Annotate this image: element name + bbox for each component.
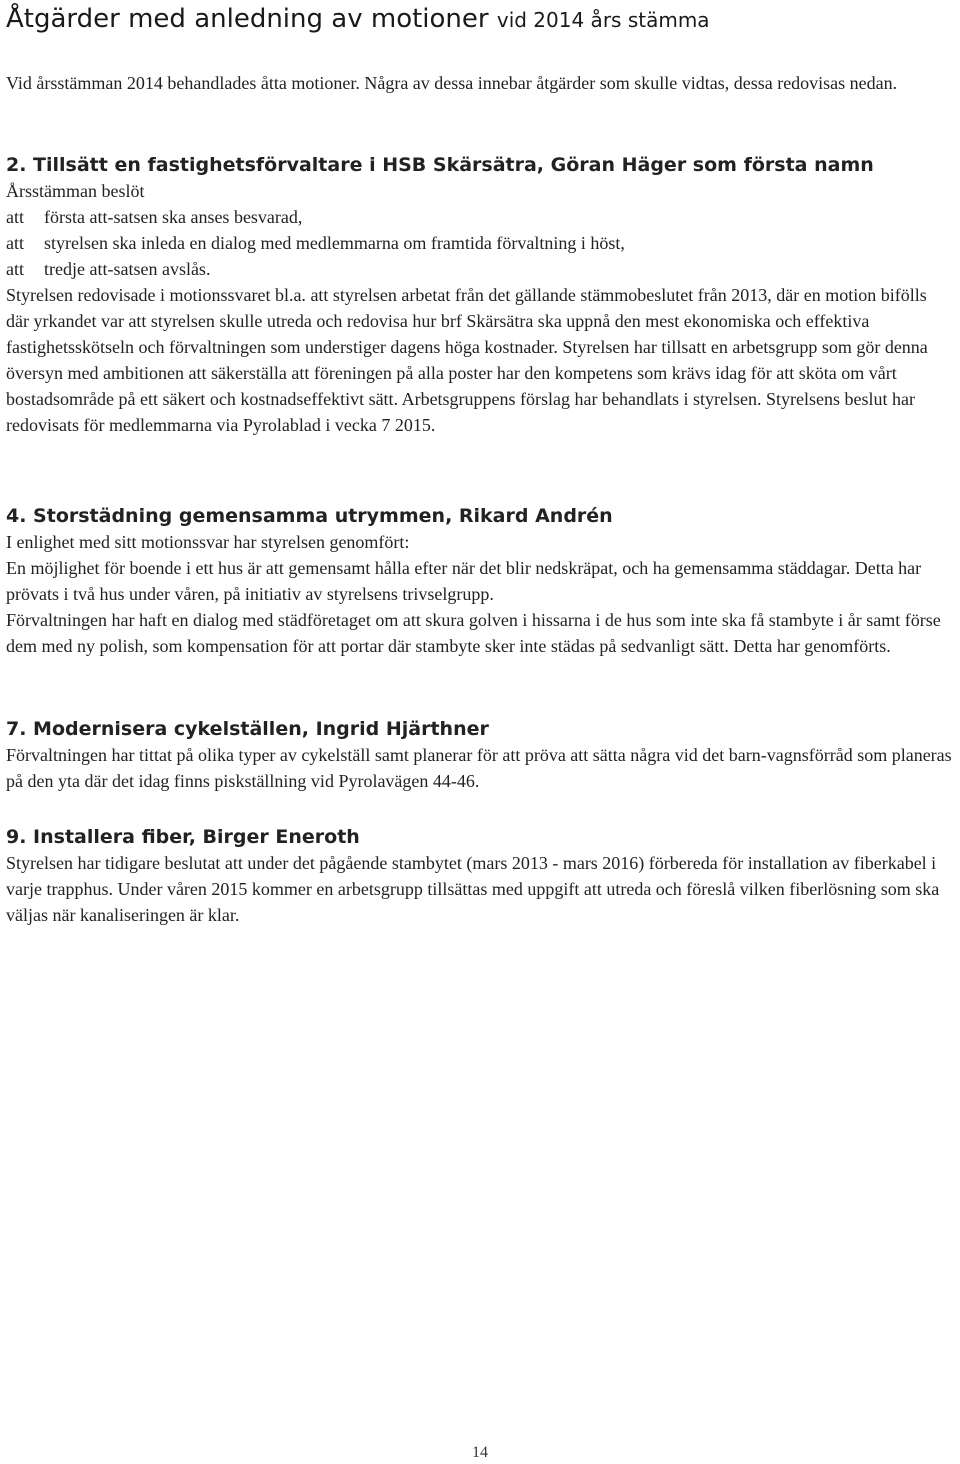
section-4-paragraph-1: En möjlighet för boende i ett hus är att gemensamt hålla efter när det blir nedskräpat, och ha gemensamma städdagar. Detta har prövats i två hus under våren, på initiativ av styrelsens trivselgrupp. — [6, 558, 922, 604]
att-label: att — [6, 233, 24, 253]
section-2-body-text: att styrelsen arbetat från det gällande stämmobeslutet från 2013, där en motion bifölls där yrkandet var att styrelsen skulle utreda och redovisa hur brf Skärsätra ska uppnå den mest ekonomiska och effektiva fastighetsskötseln och förvaltningen som understiger dagens höga kostnader. Styrelsen har tillsatt en arbetsgrupp som gör denna översyn med ambitionen att säkerställa att föreningen på alla poster har den kompetens som krävs idag för att sköta om vårt bostadsområde på ett säkert och kostnadseffektivt sätt. Arbetsgruppens förslag har behandlats i styrelsen. Styrelsens beslut har redovisats för medlemmarna via Pyrolablad i vecka 7 2015. — [6, 285, 928, 435]
section-2-body-lead: Styrelsen redovisade i motionssvaret bl.a. — [6, 285, 306, 305]
section-4 — [6, 503, 954, 659]
page-title-sub: vid 2014 års stämma — [496, 8, 710, 32]
section-4-heading: 4. Storstädning gemensamma utrymmen, Rikard Andrén — [6, 505, 613, 527]
decision-item — [6, 256, 954, 282]
att-label: att — [6, 259, 24, 279]
decision-item — [6, 230, 954, 256]
section-7 — [6, 716, 954, 794]
att-label: att — [6, 207, 24, 227]
decision-intro: Årsstämman beslöt — [6, 181, 145, 201]
page-title-main: Åtgärder med anledning av motioner — [6, 4, 489, 34]
decision-text: tredje att-satsen avslås. — [44, 259, 211, 279]
decision-text: första att-satsen ska anses besvarad, — [44, 207, 303, 227]
section-4-lead: I enlighet med sitt motionssvar har styrelsen genomfört: — [6, 532, 410, 552]
section-2-heading: 2. Tillsätt en fastighetsförvaltare i HSB Skärsätra, Göran Häger som första namn — [6, 154, 874, 176]
section-7-heading: 7. Modernisera cykelställen, Ingrid Hjärthner — [6, 718, 489, 740]
section-2-body — [6, 282, 954, 438]
decision-item — [6, 204, 954, 230]
section-9 — [6, 824, 954, 928]
page-number: 14 — [472, 1444, 488, 1461]
section-9-heading: 9. Installera fiber, Birger Eneroth — [6, 826, 360, 848]
section-9-paragraph: Styrelsen har tidigare beslutat att under det pågående stambytet (mars 2013 - mars 2016) förbereda för installation av fiberkabel i varje trapphus. Under våren 2015 kommer en arbetsgrupp tillsättas med uppgift att utreda och föreslå vilken fiberlösning som ska väljas när kanaliseringen är klar. — [6, 853, 940, 925]
intro-paragraph: Vid årsstämman 2014 behandlades åtta motioner. Några av dessa innebar åtgärder som skulle vidtas, dessa redovisas nedan. — [6, 73, 898, 93]
page-title — [6, 4, 710, 34]
decision-text: styrelsen ska inleda en dialog med medlemmarna om framtida förvaltning i höst, — [44, 233, 625, 253]
section-4-paragraph-2: Förvaltningen har haft en dialog med städföretaget om att skura golven i hissarna i de hus som inte ska få stambyte i år samt förse dem med ny polish, som kompensation för att portar där stambyte sker inte städas på sedvanligt sätt. Detta har genomförts. — [6, 610, 941, 656]
section-7-paragraph: Förvaltningen har tittat på olika typer av cykelställ samt planerar för att pröva att sätta några vid det barn-vagnsförråd som planeras på den yta där det idag finns piskställning vid Pyrolavägen 44-46. — [6, 745, 952, 791]
section-2 — [6, 152, 954, 438]
